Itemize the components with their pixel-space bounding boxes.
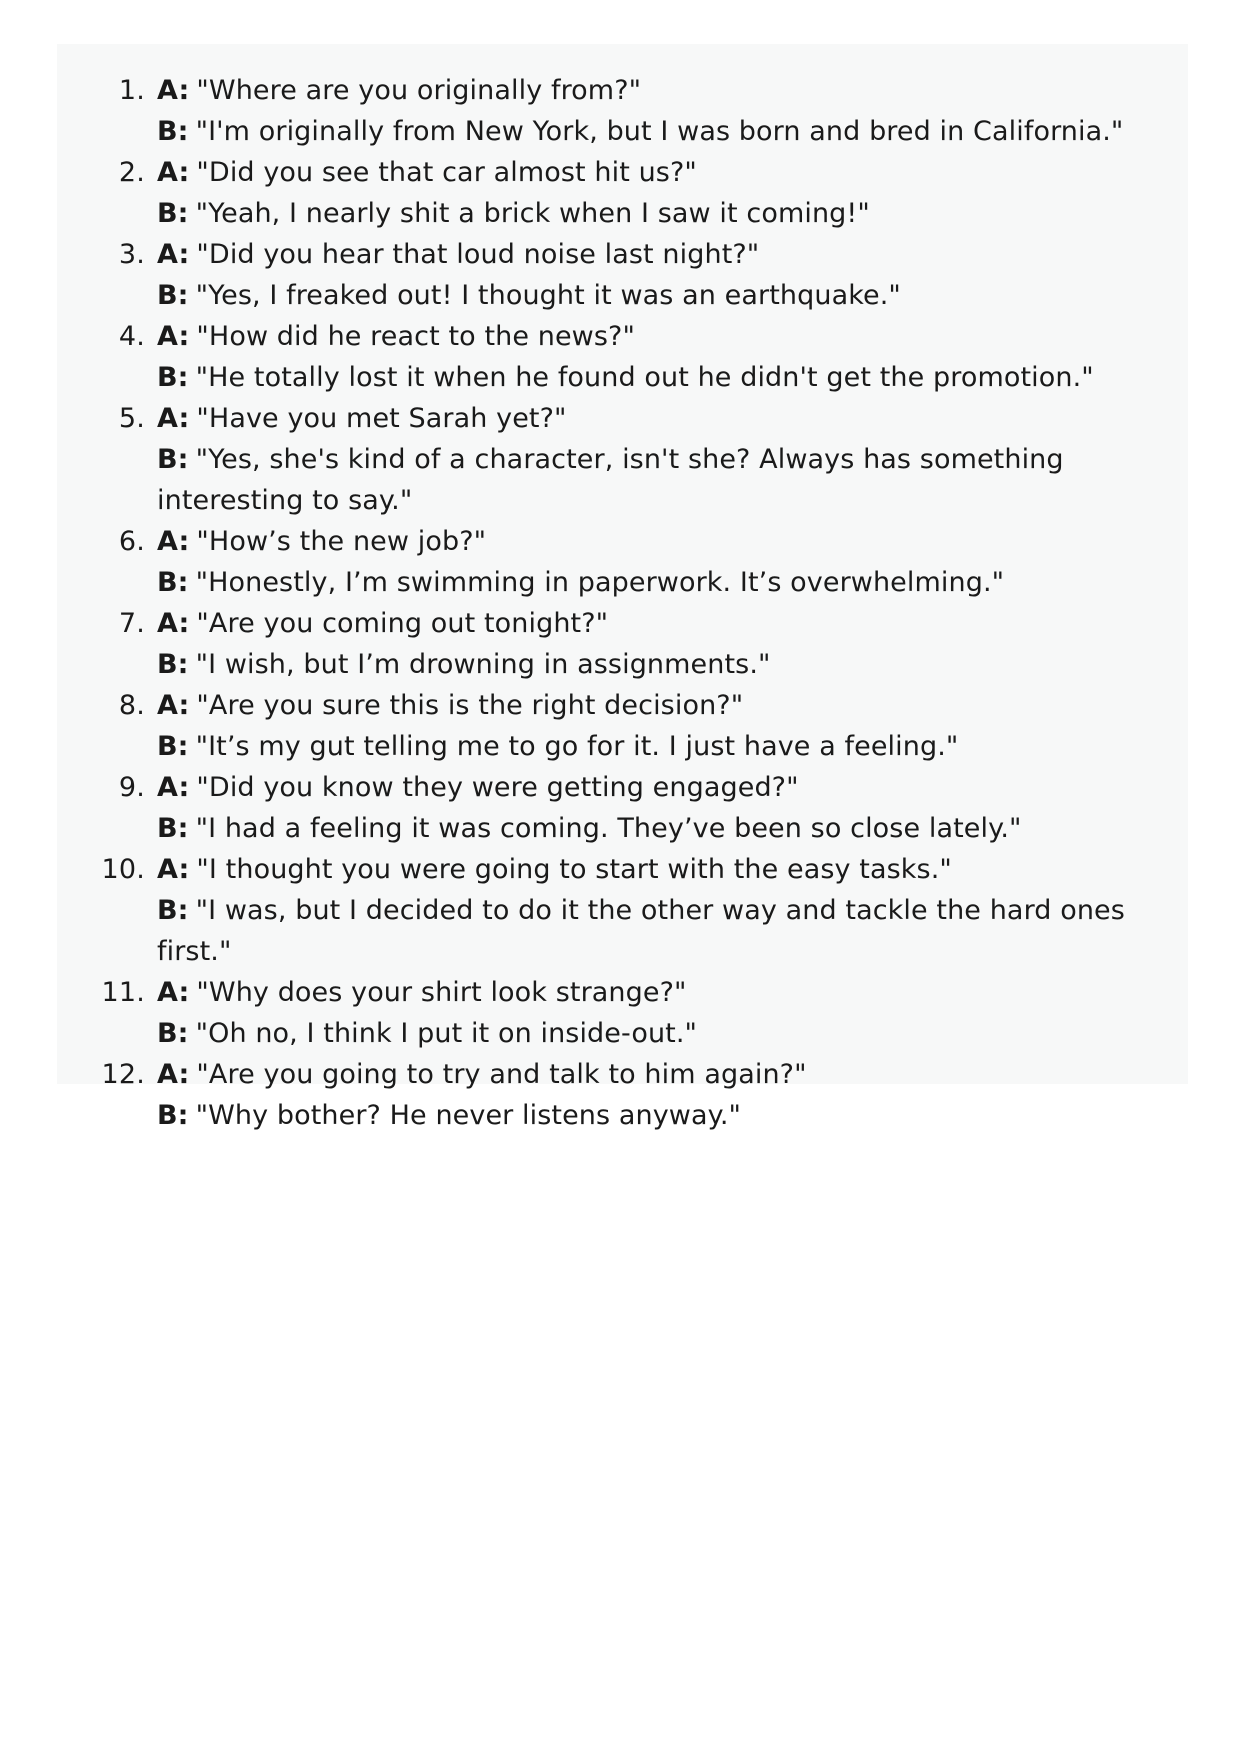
item-number: 11. [101,977,145,1008]
speaker-label-b: B: [157,1100,189,1131]
utterance-a: "Did you hear that loud noise last night?" [196,239,760,270]
speaker-label-a: A: [157,690,190,721]
dialogue-line-a [157,70,1148,111]
speaker-label-b: B: [157,895,189,926]
dialogue-line-b [157,890,1148,972]
dialogue-line-a [157,234,1148,275]
dialogue-line-b [157,644,1148,685]
speaker-label-b: B: [157,198,189,229]
dialogue-line-a [157,316,1148,357]
dialogue-line-a [157,152,1148,193]
dialogue-line-b [157,726,1148,767]
list-item [87,972,1148,1054]
speaker-label-a: A: [157,157,190,188]
item-number: 10. [101,854,145,885]
dialogue-line-a [157,398,1148,439]
item-body [157,521,1148,603]
utterance-a: "Did you know they were getting engaged?" [196,772,799,803]
utterance-b: "Honestly, I’m swimming in paperwork. It’s overwhelming." [195,567,1005,598]
dialogue-line-a [157,521,1148,562]
list-item [87,70,1148,152]
speaker-label-b: B: [157,280,189,311]
speaker-label-b: B: [157,362,189,393]
dialogue-line-b [157,111,1148,152]
item-number: 3. [118,239,145,270]
utterance-a: "Did you see that car almost hit us?" [196,157,697,188]
utterance-a: "Why does your shirt look strange?" [196,977,687,1008]
item-number: 5. [118,403,145,434]
list-item [87,1054,1148,1136]
speaker-label-a: A: [157,403,190,434]
speaker-label-b: B: [157,444,189,475]
item-number: 7. [118,608,145,639]
utterance-b: "Why bother? He never listens anyway." [195,1100,742,1131]
utterance-b: "It’s my gut telling me to go for it. I just have a feeling." [195,731,959,762]
dialogue-line-b [157,808,1148,849]
utterance-a: "Are you coming out tonight?" [196,608,609,639]
speaker-label-b: B: [157,116,189,147]
utterance-a: "I thought you were going to start with the easy tasks." [196,854,952,885]
item-body [157,70,1148,152]
dialogue-line-b [157,562,1148,603]
speaker-label-a: A: [157,75,190,106]
utterance-a: "Have you met Sarah yet?" [196,403,567,434]
list-item [87,767,1148,849]
speaker-label-b: B: [157,1018,189,1049]
item-number: 4. [118,321,145,352]
speaker-label-a: A: [157,239,190,270]
speaker-label-a: A: [157,608,190,639]
dialogue-line-a [157,685,1148,726]
item-number: 12. [101,1059,145,1090]
speaker-label-b: B: [157,813,189,844]
utterance-b: "Oh no, I think I put it on inside-out." [195,1018,698,1049]
item-number: 1. [118,75,145,106]
dialogue-line-a [157,767,1148,808]
utterance-b: "I was, but I decided to do it the other way and tackle the hard ones first." [157,895,1125,967]
utterance-b: "I had a feeling it was coming. They’ve been so close lately." [195,813,1022,844]
dialogue-line-a [157,849,1148,890]
speaker-label-a: A: [157,772,190,803]
item-number: 6. [118,526,145,557]
utterance-a: "Are you going to try and talk to him again?" [196,1059,807,1090]
item-body [157,398,1148,521]
list-item [87,685,1148,767]
dialogue-line-b [157,193,1148,234]
list-item [87,849,1148,972]
utterance-b: "He totally lost it when he found out he didn't get the promotion." [195,362,1094,393]
speaker-label-b: B: [157,731,189,762]
list-item [87,398,1148,521]
item-body [157,1054,1148,1136]
speaker-label-b: B: [157,567,189,598]
dialogue-line-b [157,439,1148,521]
utterance-b: "I'm originally from New York, but I was born and bred in California." [195,116,1124,147]
utterance-b: "Yeah, I nearly shit a brick when I saw it coming!" [195,198,870,229]
dialogue-panel [57,44,1188,1131]
dialogue-list [57,44,1188,1136]
item-body [157,972,1148,1054]
dialogue-line-b [157,1095,1148,1136]
utterance-a: "How did he react to the news?" [196,321,635,352]
list-item [87,521,1148,603]
utterance-a: "Where are you originally from?" [196,75,642,106]
item-body [157,234,1148,316]
speaker-label-a: A: [157,1059,190,1090]
list-item [87,234,1148,316]
speaker-label-a: A: [157,526,190,557]
dialogue-line-a [157,1054,1148,1095]
item-body [157,849,1148,972]
utterance-b: "I wish, but I’m drowning in assignments." [195,649,771,680]
item-body [157,152,1148,234]
list-item [87,316,1148,398]
list-item [87,152,1148,234]
item-body [157,316,1148,398]
utterance-b: "Yes, she's kind of a character, isn't she? Always has something interesting to say." [157,444,1064,516]
utterance-a: "How’s the new job?" [196,526,487,557]
dialogue-line-b [157,357,1148,398]
dialogue-line-a [157,972,1148,1013]
utterance-a: "Are you sure this is the right decision?" [196,690,744,721]
speaker-label-a: A: [157,977,190,1008]
item-body [157,685,1148,767]
speaker-label-b: B: [157,649,189,680]
dialogue-line-b [157,275,1148,316]
dialogue-line-a [157,603,1148,644]
dialogue-line-b [157,1013,1148,1054]
item-body [157,603,1148,685]
speaker-label-a: A: [157,854,190,885]
utterance-b: "Yes, I freaked out! I thought it was an earthquake." [195,280,901,311]
item-number: 8. [118,690,145,721]
list-item [87,603,1148,685]
item-number: 2. [118,157,145,188]
item-number: 9. [118,772,145,803]
item-body [157,767,1148,849]
speaker-label-a: A: [157,321,190,352]
